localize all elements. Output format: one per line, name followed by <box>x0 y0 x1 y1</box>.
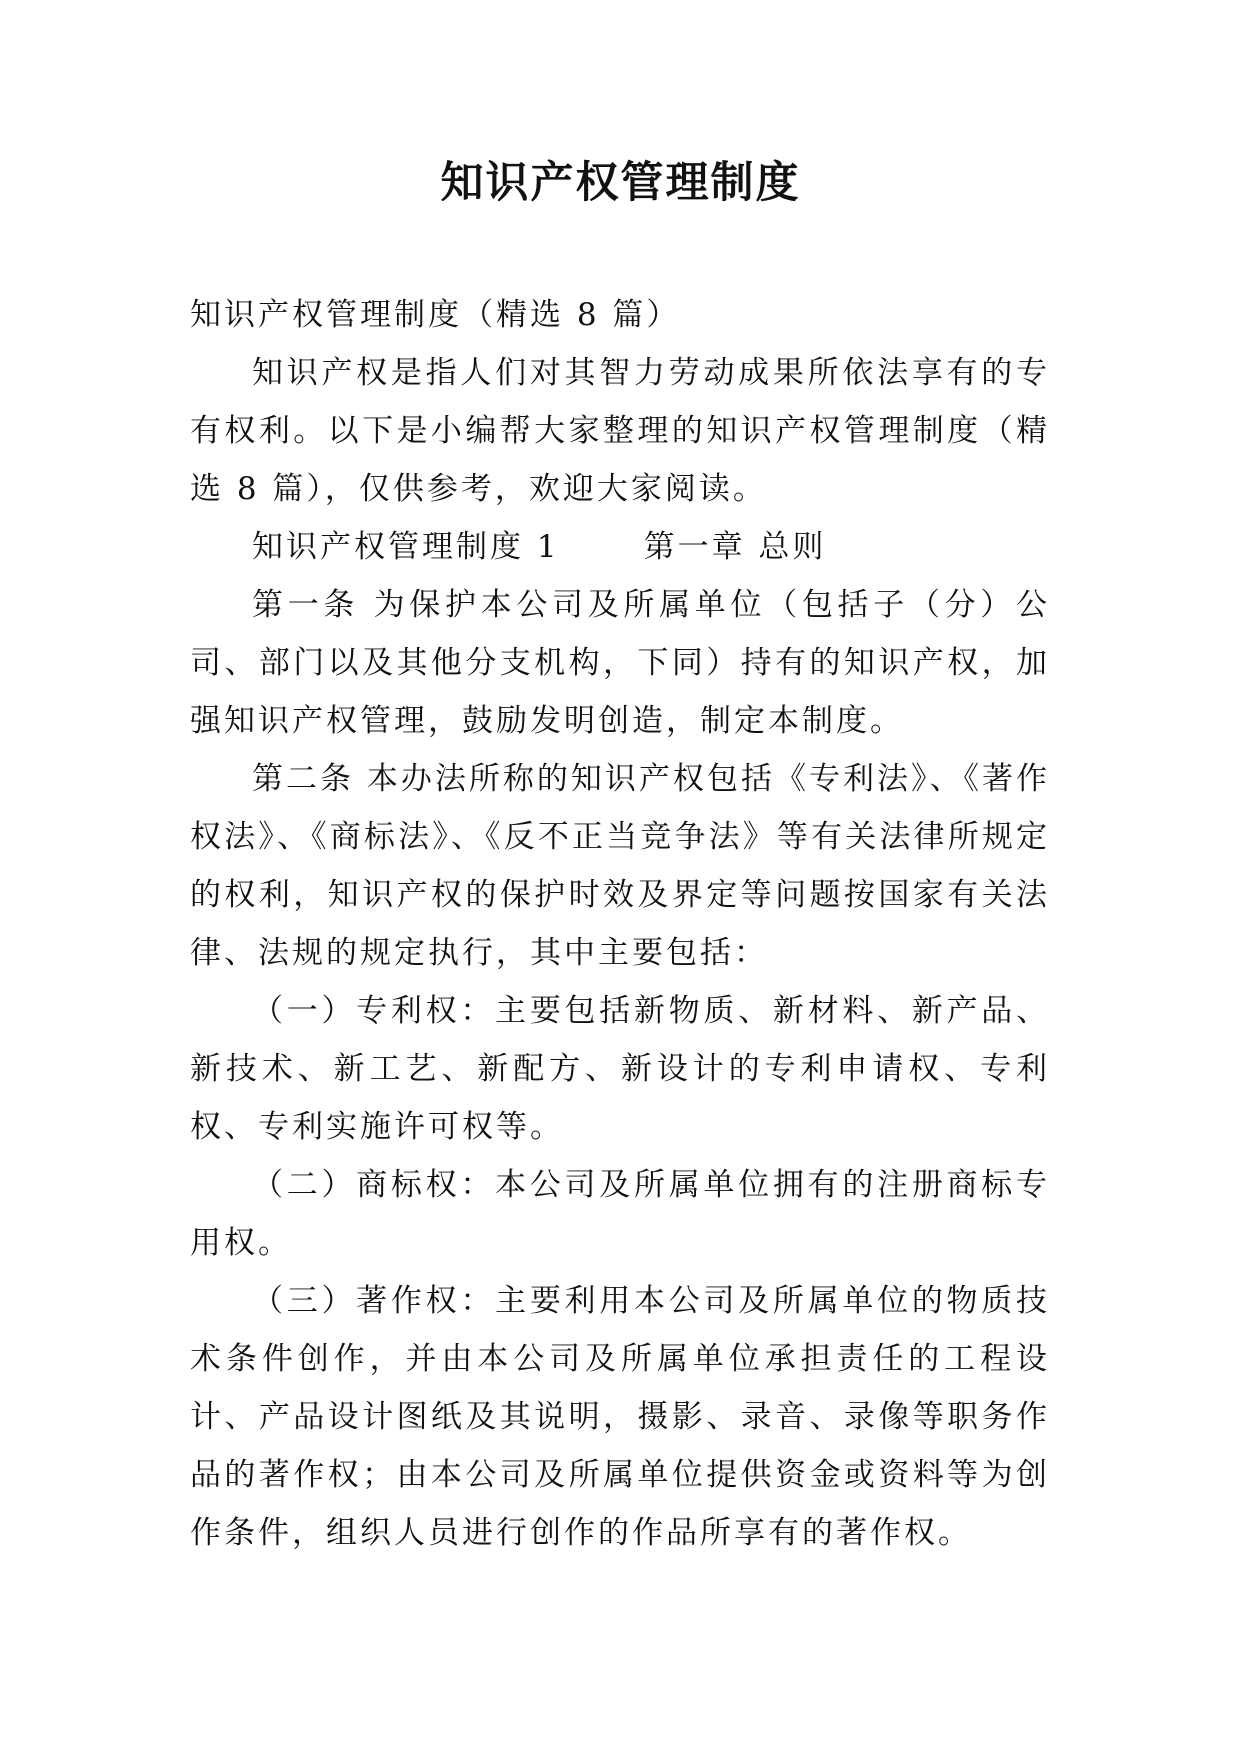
section-title: 知识产权管理制度 1 <box>252 529 560 565</box>
chapter-title: 第一章 总则 <box>643 529 827 565</box>
document-title: 知识产权管理制度 <box>440 158 801 208</box>
article-2-paragraph: 第二条 本办法所称的知识产权包括《专利法》、《著作权法》、《商标法》、《反不正当竞争法》等有关法律所规定的权利，知识产权的保护时效及界定等问题按国家有关法律、法规的规定执行，其中主要包括： <box>190 761 1050 971</box>
section-heading-line <box>190 518 1050 576</box>
item-1-paragraph: （一）专利权：主要包括新物质、新材料、新产品、新技术、新工艺、新配方、新设计的专利申请权、专利权、专利实施许可权等。 <box>190 993 1050 1145</box>
document-body <box>190 286 1050 1562</box>
intro-paragraph: 知识产权是指人们对其智力劳动成果所依法享有的专有权利。以下是小编帮大家整理的知识产权管理制度（精选 8 篇），仅供参考，欢迎大家阅读。 <box>190 355 1050 507</box>
document-subtitle: 知识产权管理制度（精选 8 篇） <box>190 297 681 333</box>
item-2-paragraph: （二）商标权：本公司及所属单位拥有的注册商标专用权。 <box>190 1167 1050 1261</box>
item-3-paragraph: （三）著作权：主要利用本公司及所属单位的物质技术条件创作，并由本公司及所属单位承担责任的工程设计、产品设计图纸及其说明，摄影、录音、录像等职务作品的著作权；由本公司及所属单位提供资金或资料等为创作条件，组织人员进行创作的作品所享有的著作权。 <box>190 1283 1050 1551</box>
article-1-paragraph: 第一条 为保护本公司及所属单位（包括子（分）公司、部门以及其他分支机构，下同）持有的知识产权，加强知识产权管理，鼓励发明创造，制定本制度。 <box>190 587 1050 739</box>
